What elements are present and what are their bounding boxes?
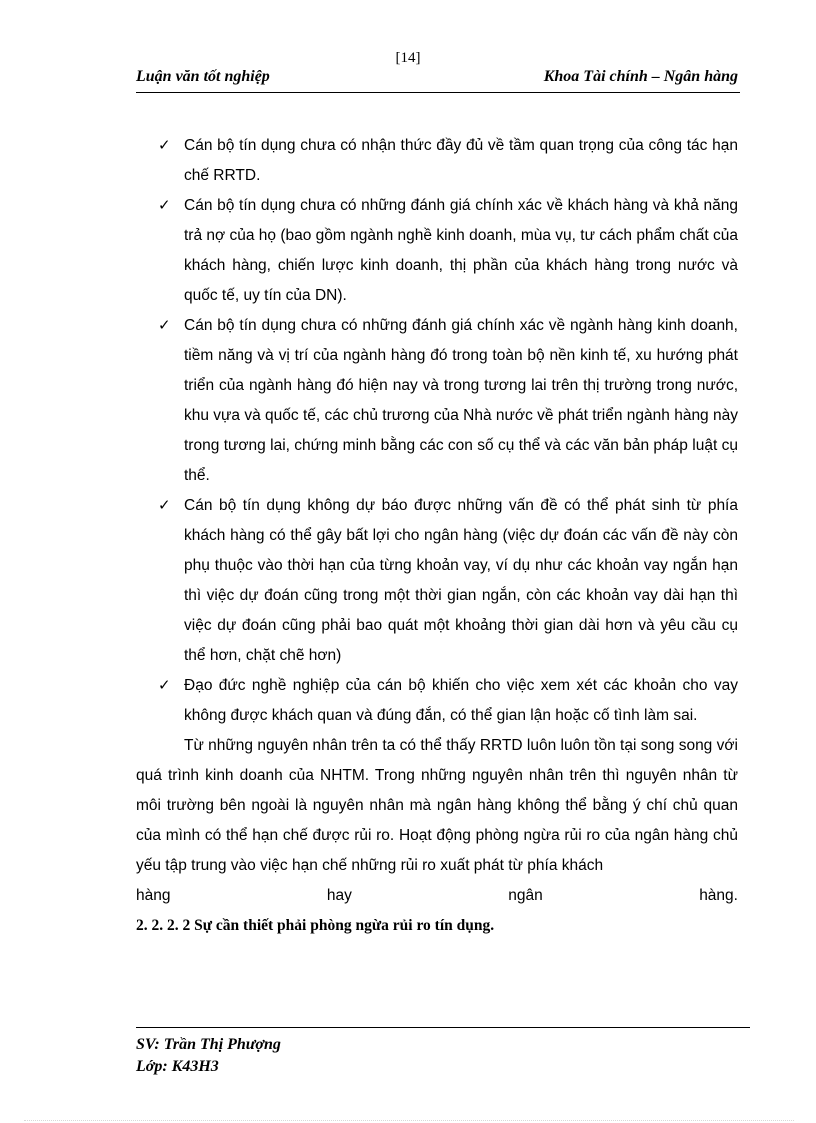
bullet-item [136,491,738,671]
check-mark-icon: ✓ [158,497,171,514]
bullet-text: Cán bộ tín dụng chưa có những đánh giá chính xác về ngành hàng kinh doanh, tiềm năng và vị trí của ngành hàng đó trong toàn bộ nền kinh tế, xu hướng phát triển của ngành hàng đó hiện nay và trong tương lai trên thị trường trong nước, khu vựa và quốc tế, các chủ trương của Nhà nước về phát triển ngành hàng này trong tương lai, chứng minh bằng các con số cụ thể và các văn bản pháp luật cụ thể. [184,317,738,484]
footer-divider [136,1027,750,1028]
bullet-item [136,671,738,731]
last-line-word: ngân [508,887,543,904]
body-paragraph: Từ những nguyên nhân trên ta có thể thấy RRTD luôn luôn tồn tại song song với quá trình kinh doanh của NHTM. Trong những nguyên nhân trên thì nguyên nhân từ môi trường bên ngoài là nguyên nhân mà ngân hàng không thể bằng ý chí chủ quan của mình có thể hạn chế được rủi ro. Hoạt động phòng ngừa rủi ro của ngân hàng chủ yếu tập trung vào việc hạn chế những rủi ro xuất phát từ phía khách [136,737,738,874]
bullet-item [136,191,738,311]
last-line-word: hàng [136,887,171,904]
check-mark-icon: ✓ [158,677,171,694]
bullet-item [136,131,738,191]
header-divider [136,92,740,93]
header-title-left: Luận văn tốt nghiệp [136,68,270,85]
section-heading: 2. 2. 2. 2 Sự cần thiết phải phòng ngừa rủi ro tín dụng. [136,917,495,934]
bullet-text: Cán bộ tín dụng chưa có nhận thức đầy đủ về tầm quan trọng của công tác hạn chế RRTD. [184,137,738,184]
paragraph-last-line [136,881,738,911]
bullet-text: Cán bộ tín dụng chưa có những đánh giá chính xác về khách hàng và khả năng trả nợ của họ (bao gồm ngành nghề kinh doanh, mùa vụ, tư cách phẩm chất của khách hàng, chiến lược kinh doanh, thị phần của khách hàng trong nước và quốc tế, uy tín của DN). [184,197,738,304]
document-body [136,131,738,941]
page-number: [14] [395,50,421,66]
check-mark-icon: ✓ [158,137,171,154]
last-line-word: hay [326,887,352,904]
bullet-item [136,311,738,491]
check-mark-icon: ✓ [158,197,171,214]
last-line-word: hàng. [699,887,738,904]
page-edge-divider [24,1120,794,1121]
footer-student-name: SV: Trần Thị Phượng [136,1036,281,1053]
check-mark-icon: ✓ [158,317,171,334]
bullet-text: Đạo đức nghề nghiệp của cán bộ khiến cho việc xem xét các khoản cho vay không được khách quan và đúng đắn, có thể gian lận hoặc cố tình làm sai. [184,677,738,724]
footer-class: Lớp: K43H3 [136,1058,219,1075]
bullet-text: Cán bộ tín dụng không dự báo được những vấn đề có thể phát sinh từ phía khách hàng có thể gây bất lợi cho ngân hàng (việc dự đoán các vấn đề này còn phụ thuộc vào thời hạn của từng khoản vay, ví dụ như các khoản vay ngắn hạn thì việc dự đoán cũng trong một thời gian ngắn, còn các khoản vay dài hạn thì việc dự đoán cũng phải bao quát một khoảng thời gian dài hơn và yêu cầu cụ thể hơn, chặt chẽ hơn) [184,497,738,664]
header-title-right: Khoa Tài chính – Ngân hàng [543,68,738,85]
